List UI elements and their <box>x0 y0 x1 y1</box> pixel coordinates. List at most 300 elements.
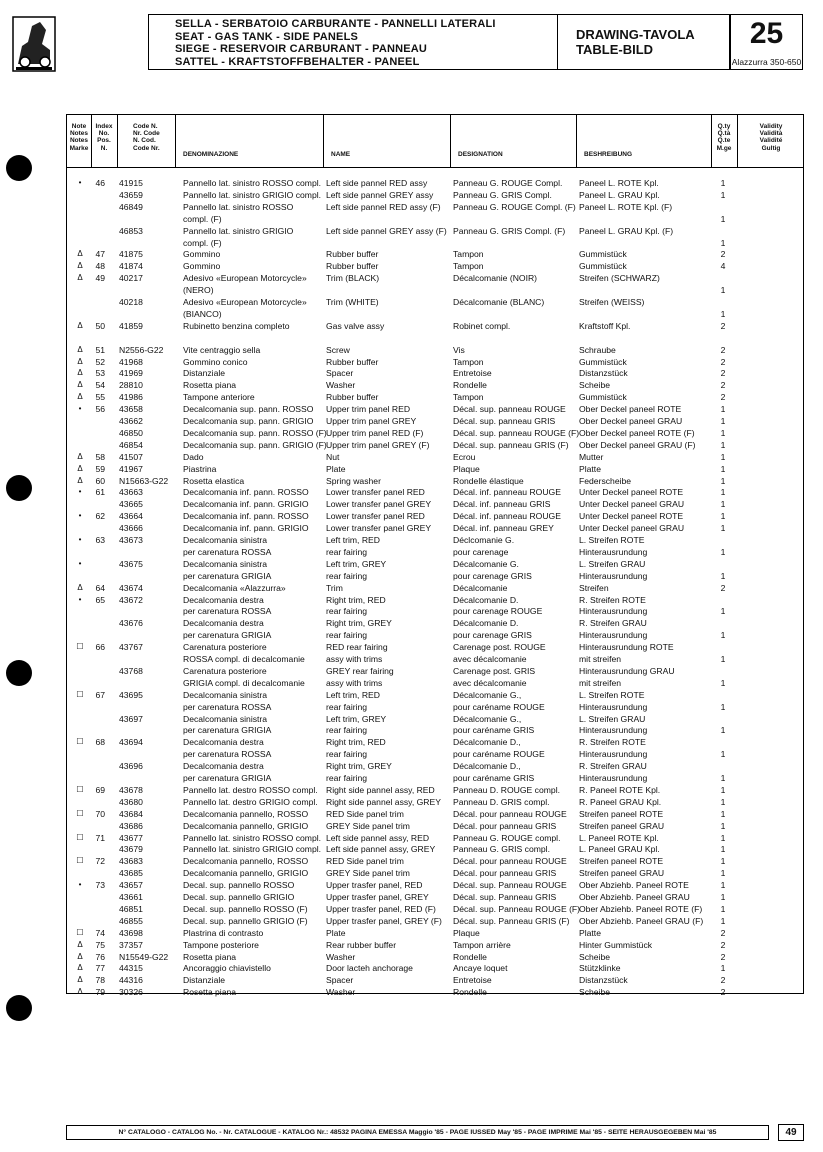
note-mark-cell: Δ <box>77 368 83 378</box>
quantity-cell: 1 <box>720 416 726 426</box>
code-no-cell: 43698 <box>119 927 143 938</box>
beshreibung-cell: Gummistück <box>579 249 627 260</box>
denominazione-cell: Decalcomania destra <box>183 761 264 772</box>
denominazione-cell: Pannello lat. sinistro ROSSO compl. <box>183 832 322 843</box>
index-no-cell: 76 <box>95 951 105 962</box>
designation-cell: Panneau G. GRIS compl. <box>453 844 550 855</box>
code-no-cell: 41874 <box>119 261 143 272</box>
name-cell: Right trim, RED <box>326 737 386 748</box>
designation-cell: Rondelle élastique <box>453 475 524 486</box>
table-row <box>67 320 803 332</box>
beshreibung-cell: Hinterausrundung <box>579 606 648 617</box>
designation-cell: Décal. inf. panneau GRIS <box>453 499 551 510</box>
beshreibung-cell: Scheibe <box>579 987 611 998</box>
name-cell: Lower transfer panel RED <box>326 487 425 498</box>
code-no-cell: 43672 <box>119 594 143 605</box>
note-mark-cell: Δ <box>77 951 83 961</box>
denominazione-cell: Vite centraggio sella <box>183 344 261 355</box>
quantity-cell: 1 <box>720 606 726 617</box>
note-mark-cell: ☐ <box>76 832 84 842</box>
denominazione-cell: Pannello lat. sinistro GRIGIO compl. <box>183 189 322 200</box>
name-cell: GREY Side panel trim <box>326 820 410 831</box>
table-row <box>67 986 803 998</box>
quantity-cell: 1 <box>720 808 726 819</box>
beshreibung-cell: Ober Abziehb. Paneel GRAU (F) <box>579 915 704 926</box>
quantity-cell: 1 <box>720 796 726 807</box>
table-row <box>67 951 803 963</box>
table-number-block <box>730 14 803 70</box>
code-no-cell: 43657 <box>119 880 143 891</box>
table-row <box>67 629 803 641</box>
designation-cell: Panneau D. ROUGE compl. <box>453 784 560 795</box>
table-row <box>67 177 803 189</box>
code-no-cell: 28810 <box>119 380 143 391</box>
name-cell: rear fairing <box>326 606 368 617</box>
denominazione-cell: per carenatura GRIGIA <box>183 570 272 581</box>
name-cell: Rear rubber buffer <box>326 939 397 950</box>
beshreibung-cell: R. Streifen ROTE <box>579 594 646 605</box>
quantity-cell: 1 <box>720 439 726 450</box>
designation-cell: Décal. pour panneau GRIS <box>453 868 557 879</box>
quantity-cell: 1 <box>720 213 726 224</box>
catalog-footer: N° CATALOGO - CATALOG No. - Nr. CATALOGUE - KATALOG Nr.: 48532 PAGINA EMESSA Maggio '85 - PAGE IUSSED May '85 - PAGE IMPRIME Mai '85 - SEITE HERAUSGEGEBEN Mai '85 <box>66 1125 769 1140</box>
beshreibung-cell: Paneel L. ROTE Kpl. <box>579 178 659 188</box>
denominazione-cell: Rosetta piana <box>183 987 237 998</box>
denominazione-cell: Decalcomania inf. pann. GRIGIO <box>183 499 309 510</box>
quantity-cell: 2 <box>720 368 726 379</box>
index-no-cell: 47 <box>95 249 105 260</box>
denominazione-cell: Adesivo «European Motorcycle» <box>183 297 307 307</box>
note-mark-cell: • <box>78 511 82 521</box>
quantity-cell: 2 <box>720 320 726 331</box>
code-no-cell: 43683 <box>119 856 143 867</box>
denominazione-cell: Pannello lat. sinistro ROSSO compl. <box>183 178 322 188</box>
note-mark-cell: Δ <box>77 273 83 283</box>
note-mark-cell: Δ <box>77 463 83 473</box>
col-header-qty: Q.ty Q.tà Q.te M.ge <box>716 123 732 152</box>
name-cell: RED Side panel trim <box>326 856 404 867</box>
designation-cell: Décalcomanie G., <box>453 689 522 700</box>
table-row <box>67 772 803 784</box>
name-cell: Upper trasfer panel, GREY (F) <box>326 915 442 926</box>
beshreibung-cell: Ober Deckel paneel GRAU <box>579 416 683 426</box>
designation-cell: Décal. inf. panneau ROUGE <box>453 511 561 522</box>
name-cell: RED rear fairing <box>326 642 388 653</box>
title-line-de: SATTEL - KRAFTSTOFFBEHALTER - PANEEL <box>175 55 420 68</box>
quantity-cell: 1 <box>720 499 726 510</box>
page-number: 49 <box>778 1124 804 1141</box>
beshreibung-cell: Platte <box>579 463 601 474</box>
table-row <box>67 344 803 356</box>
designation-cell: Décal. sup. Panneau GRIS (F) <box>453 915 570 926</box>
index-no-cell: 51 <box>95 344 105 355</box>
index-no-cell: 54 <box>95 380 105 391</box>
name-cell: Spacer <box>326 368 354 379</box>
code-no-cell: 43663 <box>119 487 143 498</box>
index-no-cell: 71 <box>95 832 105 843</box>
code-no-cell: 43680 <box>119 796 143 807</box>
index-no-cell: 53 <box>95 368 105 379</box>
code-no-cell: 43695 <box>119 689 143 700</box>
name-cell: Left side pannel assy, RED <box>326 832 430 843</box>
designation-cell: Décalcomanie G. <box>453 558 519 569</box>
designation-cell: Vis <box>453 344 465 355</box>
quantity-cell: 1 <box>720 189 726 200</box>
quantity-cell: 1 <box>720 570 726 581</box>
designation-cell: Plaque <box>453 927 480 938</box>
table-row <box>67 832 803 844</box>
code-no-cell: 41859 <box>119 320 143 331</box>
name-cell: rear fairing <box>326 749 368 760</box>
note-mark-cell: ☐ <box>76 642 84 652</box>
col-header-name: NAME <box>331 151 351 158</box>
name-cell: Upper trim panel RED <box>326 404 411 415</box>
denominazione-cell: Pannello lat. sinistro GRIGIO compl. <box>183 844 322 855</box>
denominazione-cell: Rosetta piana <box>183 380 237 391</box>
denominazione-cell: Gommino conico <box>183 356 248 367</box>
code-no-cell: 43694 <box>119 737 143 748</box>
beshreibung-cell: Streifen paneel GRAU <box>579 820 665 831</box>
denominazione-cell: compl. (F) <box>183 213 222 224</box>
beshreibung-cell: Hinterausrundung ROTE <box>579 642 674 653</box>
quantity-cell: 1 <box>720 487 726 498</box>
designation-cell: Décal. sup. Panneau ROUGE (F) <box>453 903 581 914</box>
table-row <box>67 486 803 498</box>
name-cell: Upper trasfer panel, GREY <box>326 892 429 902</box>
code-no-cell: 43696 <box>119 761 143 772</box>
denominazione-cell: Distanziale <box>183 975 226 986</box>
denominazione-cell: Pannello lat. destro GRIGIO compl. <box>183 796 318 807</box>
name-cell: rear fairing <box>326 773 368 783</box>
denominazione-cell: Dado <box>183 451 204 462</box>
name-cell: Right trim, GREY <box>326 761 392 772</box>
denominazione-cell: Distanziale <box>183 368 226 379</box>
denominazione-cell: Decalcomania sinistra <box>183 535 268 545</box>
quantity-cell: 1 <box>720 630 726 641</box>
name-cell: rear fairing <box>326 701 368 712</box>
denominazione-cell: Decalcomania inf. pann. GRIGIO <box>183 523 309 534</box>
code-no-cell: 43697 <box>119 713 143 724</box>
code-no-cell: 46855 <box>119 915 143 926</box>
table-number: 25 <box>749 17 784 50</box>
name-cell: Left side pannel RED assy <box>326 178 428 188</box>
beshreibung-cell: Unter Deckel paneel ROTE <box>579 487 684 498</box>
index-no-cell: 69 <box>95 784 105 795</box>
designation-cell: pour caréname GRIS <box>453 773 535 783</box>
table-row <box>67 534 803 546</box>
beshreibung-cell: mit streifen <box>579 654 622 664</box>
denominazione-cell: Decalcomania inf. pann. ROSSO <box>183 511 309 522</box>
designation-cell: Décalcomanie D. <box>453 594 519 605</box>
designation-cell: Décal. sup. panneau ROUGE (F) <box>453 427 580 438</box>
designation-cell: pour caréname GRIS <box>453 725 535 736</box>
quantity-cell: 1 <box>720 773 726 783</box>
index-no-cell: 72 <box>95 856 105 867</box>
binder-hole <box>6 475 32 501</box>
index-no-cell: 64 <box>95 582 105 593</box>
drawing-label: DRAWING-TAVOLA <box>576 27 695 42</box>
code-no-cell: 43659 <box>119 189 143 200</box>
table-row <box>67 915 803 927</box>
beshreibung-cell: Hinterausrundung <box>579 701 648 712</box>
beshreibung-cell: Ober Deckel paneel ROTE <box>579 404 682 415</box>
table-row <box>67 427 803 439</box>
denominazione-cell: Pannello lat. sinistro GRIGIO <box>183 225 294 236</box>
table-row <box>67 356 803 368</box>
note-mark-cell: ☐ <box>76 784 84 794</box>
binder-hole <box>6 155 32 181</box>
quantity-cell: 1 <box>720 880 726 891</box>
note-mark-cell: Δ <box>77 356 83 366</box>
table-row <box>67 974 803 986</box>
name-cell: RED Side panel trim <box>326 808 404 819</box>
quantity-cell: 1 <box>720 725 726 736</box>
model-label: Alazzurra 350-650 <box>731 57 802 67</box>
designation-cell: pour caréname ROUGE <box>453 749 545 760</box>
designation-cell: pour carenage <box>453 546 509 557</box>
table-row <box>67 736 803 748</box>
denominazione-cell: Decalcomania sinistra <box>183 713 268 724</box>
denominazione-cell: Decalcomania destra <box>183 618 264 629</box>
table-row <box>67 867 803 879</box>
code-no-cell: 43675 <box>119 558 143 569</box>
name-cell: Rubber buffer <box>326 249 379 260</box>
denominazione-cell: per carenatura ROSSA <box>183 606 272 617</box>
code-no-cell: 44315 <box>119 963 143 974</box>
designation-cell: Panneau D. GRIS compl. <box>453 796 550 807</box>
name-cell: GREY rear fairing <box>326 665 394 676</box>
code-no-cell: 43678 <box>119 784 143 795</box>
beshreibung-cell: Streifen (WEISS) <box>579 297 645 307</box>
denominazione-cell: Decal. sup. pannello ROSSO (F) <box>183 903 308 914</box>
quantity-cell: 1 <box>720 749 726 760</box>
code-no-cell: 43662 <box>119 416 143 426</box>
beshreibung-cell: Paneel L. GRAU Kpl. <box>579 189 660 200</box>
note-mark-cell: ☐ <box>76 808 84 818</box>
table-row <box>67 248 803 260</box>
table-row <box>67 225 803 237</box>
code-no-cell: 41968 <box>119 356 143 367</box>
table-row <box>67 701 803 713</box>
beshreibung-cell: Gummistück <box>579 356 627 367</box>
beshreibung-cell: Distanzstück <box>579 975 628 986</box>
note-mark-cell: • <box>78 487 82 497</box>
designation-cell: Décal. inf. panneau GREY <box>453 523 554 534</box>
note-mark-cell: Δ <box>77 344 83 354</box>
code-no-cell: 46853 <box>119 225 143 236</box>
denominazione-cell: Ancoraggio chiavistello <box>183 963 271 974</box>
code-no-cell: 41875 <box>119 249 143 260</box>
code-no-cell: 40217 <box>119 273 143 284</box>
quantity-cell: 1 <box>720 463 726 474</box>
code-no-cell: 46851 <box>119 903 143 914</box>
name-cell: Right trim, RED <box>326 594 386 605</box>
index-no-cell: 55 <box>95 392 105 403</box>
denominazione-cell: Decalcomania sinistra <box>183 558 268 569</box>
designation-cell: Décal. sup. Panneau GRIS <box>453 892 557 902</box>
code-no-cell: 43685 <box>119 868 143 879</box>
name-cell: Trim (WHITE) <box>326 297 379 307</box>
table-row <box>67 927 803 939</box>
index-no-cell: 60 <box>95 475 105 486</box>
designation-cell: pour carenage GRIS <box>453 630 532 641</box>
designation-cell: Décalcomanie (NOIR) <box>453 273 538 284</box>
denominazione-cell: Decalcomania pannello, GRIGIO <box>183 820 309 831</box>
table-row <box>67 463 803 475</box>
designation-cell: Robinet compl. <box>453 320 511 331</box>
designation-cell: Panneau G. GRIS Compl. <box>453 189 552 200</box>
quantity-cell: 1 <box>720 903 726 914</box>
binder-hole <box>6 995 32 1021</box>
drawing-label-block <box>558 14 730 70</box>
quantity-cell: 1 <box>720 784 726 795</box>
denominazione-cell: Rosetta piana <box>183 951 237 962</box>
name-cell: Upper trim panel RED (F) <box>326 427 424 438</box>
designation-cell: Décalcomanie (BLANC) <box>453 297 545 307</box>
table-row <box>67 189 803 201</box>
quantity-cell: 1 <box>720 677 726 688</box>
beshreibung-cell: Unter Deckel paneel GRAU <box>579 523 685 534</box>
name-cell: Left side pannel GREY assy <box>326 189 434 200</box>
index-no-cell: 68 <box>95 737 105 748</box>
denominazione-cell: per carenatura ROSSA <box>183 546 272 557</box>
note-mark-cell: • <box>78 594 82 604</box>
designation-cell: Rondelle <box>453 951 487 962</box>
denominazione-cell: compl. (F) <box>183 237 222 248</box>
beshreibung-cell: Ober Abziehb. Paneel ROTE (F) <box>579 903 703 914</box>
code-no-cell: 43686 <box>119 820 143 831</box>
index-no-cell: 49 <box>95 273 105 284</box>
name-cell: Left side pannel GREY assy (F) <box>326 225 447 236</box>
col-header-code: Code N. Nr. Code N. Cod. Code Nr. <box>133 123 160 152</box>
beshreibung-cell: Streifen paneel GRAU <box>579 868 665 879</box>
designation-cell: Décal. sup. panneau ROUGE <box>453 404 566 415</box>
denominazione-cell: Decalcomania sinistra <box>183 689 268 700</box>
designation-cell: Décal. pour panneau GRIS <box>453 820 557 831</box>
denominazione-cell: per carenatura GRIGIA <box>183 630 272 641</box>
code-no-cell: 43679 <box>119 844 143 855</box>
quantity-cell: 1 <box>720 915 726 926</box>
quantity-cell: 1 <box>720 475 726 486</box>
denominazione-cell: Pannello lat. sinistro ROSSO <box>183 201 294 212</box>
quantity-cell: 1 <box>720 820 726 831</box>
parts-table <box>66 114 804 998</box>
code-no-cell: 43673 <box>119 535 143 545</box>
beshreibung-cell: Ober Abziehb. Paneel GRAU <box>579 892 690 902</box>
name-cell: assy with trims <box>326 654 383 664</box>
denominazione-cell: Decalcomania sup. pann. ROSSO <box>183 404 314 415</box>
table-row <box>67 713 803 725</box>
name-cell: Washer <box>326 951 356 962</box>
denominazione-cell: Decalcomania «Alazzurra» <box>183 582 286 593</box>
denominazione-cell: Tampone posteriore <box>183 939 259 950</box>
denominazione-cell: per carenatura GRIGIA <box>183 773 272 783</box>
code-no-cell: 30326 <box>119 987 143 998</box>
beshreibung-cell: Hinterausrundung <box>579 546 648 557</box>
quantity-cell: 2 <box>720 975 726 986</box>
designation-cell: avec décalcomanie <box>453 654 527 664</box>
beshreibung-cell: Distanzstück <box>579 368 628 379</box>
beshreibung-cell: Streifen <box>579 582 609 593</box>
index-no-cell: 74 <box>95 927 105 938</box>
quantity-cell: 1 <box>720 451 726 462</box>
table-row <box>67 272 803 284</box>
col-header-index: Index No. Pos. N. <box>95 123 113 152</box>
denominazione-cell: Decalcomania inf. pann. ROSSO <box>183 487 309 498</box>
quantity-cell: 1 <box>720 546 726 557</box>
table-row <box>67 439 803 451</box>
denominazione-cell: Adesivo «European Motorcycle» <box>183 273 307 284</box>
beshreibung-cell: Paneel L. ROTE Kpl. (F) <box>579 201 673 212</box>
designation-cell: Décalcomanie G., <box>453 713 522 724</box>
motorcycle-logo-icon <box>12 16 56 72</box>
beshreibung-cell: R. Streifen ROTE <box>579 737 646 748</box>
table-row <box>67 415 803 427</box>
code-no-cell: 41986 <box>119 392 143 403</box>
designation-cell: Décalcomanie <box>453 582 508 593</box>
code-no-cell: 46850 <box>119 427 143 438</box>
name-cell: Door lacteh anchorage <box>326 963 413 974</box>
note-mark-cell: • <box>78 404 82 414</box>
table-row <box>67 201 803 213</box>
index-no-cell: 48 <box>95 261 105 272</box>
code-no-cell: 41915 <box>119 178 143 188</box>
index-no-cell: 56 <box>95 404 105 415</box>
beshreibung-cell: Scheibe <box>579 951 611 962</box>
designation-cell: Rondelle <box>453 380 487 391</box>
name-cell: Rubber buffer <box>326 356 379 367</box>
designation-cell: Tampon <box>453 261 484 272</box>
code-no-cell: 44316 <box>119 975 143 986</box>
designation-cell: Plaque <box>453 463 480 474</box>
denominazione-cell: Decalcomania destra <box>183 737 264 748</box>
beshreibung-cell: Ober Abziehb. Paneel ROTE <box>579 880 689 891</box>
denominazione-cell: Decalcomania destra <box>183 594 264 605</box>
note-mark-cell: Δ <box>77 380 83 390</box>
table-row <box>67 796 803 808</box>
beshreibung-cell: Hinterausrundung <box>579 773 648 783</box>
name-cell: Left trim, RED <box>326 535 380 545</box>
note-mark-cell: ☐ <box>76 737 84 747</box>
index-no-cell: 46 <box>95 178 105 188</box>
name-cell: Left trim, GREY <box>326 713 387 724</box>
denominazione-cell: Carenatura posteriore <box>183 642 267 653</box>
designation-cell: pour caréname ROUGE <box>453 701 545 712</box>
col-header-denominazione: DENOMINAZIONE <box>183 151 239 158</box>
note-mark-cell: • <box>78 558 82 568</box>
note-mark-cell: • <box>78 178 82 187</box>
table-row <box>67 498 803 510</box>
designation-cell: Entretoise <box>453 975 492 986</box>
beshreibung-cell: Mutter <box>579 451 604 462</box>
name-cell: Plate <box>326 927 346 938</box>
quantity-cell: 1 <box>720 832 726 843</box>
index-no-cell: 67 <box>95 689 105 700</box>
denominazione-cell: Pannello lat. destro ROSSO compl. <box>183 784 318 795</box>
code-no-cell: 43684 <box>119 808 143 819</box>
quantity-cell: 1 <box>720 868 726 879</box>
designation-cell: Décalcomanie D., <box>453 737 521 748</box>
designation-cell: Panneau G. ROUGE Compl. (F) <box>453 201 576 212</box>
table-row <box>67 689 803 701</box>
table-row <box>67 617 803 629</box>
table-row <box>67 332 803 344</box>
code-no-cell: 43677 <box>119 832 143 843</box>
denominazione-cell: Carenatura posteriore <box>183 665 267 676</box>
quantity-cell: 2 <box>720 249 726 260</box>
code-no-cell: 43767 <box>119 642 143 653</box>
code-no-cell: 43665 <box>119 499 143 510</box>
